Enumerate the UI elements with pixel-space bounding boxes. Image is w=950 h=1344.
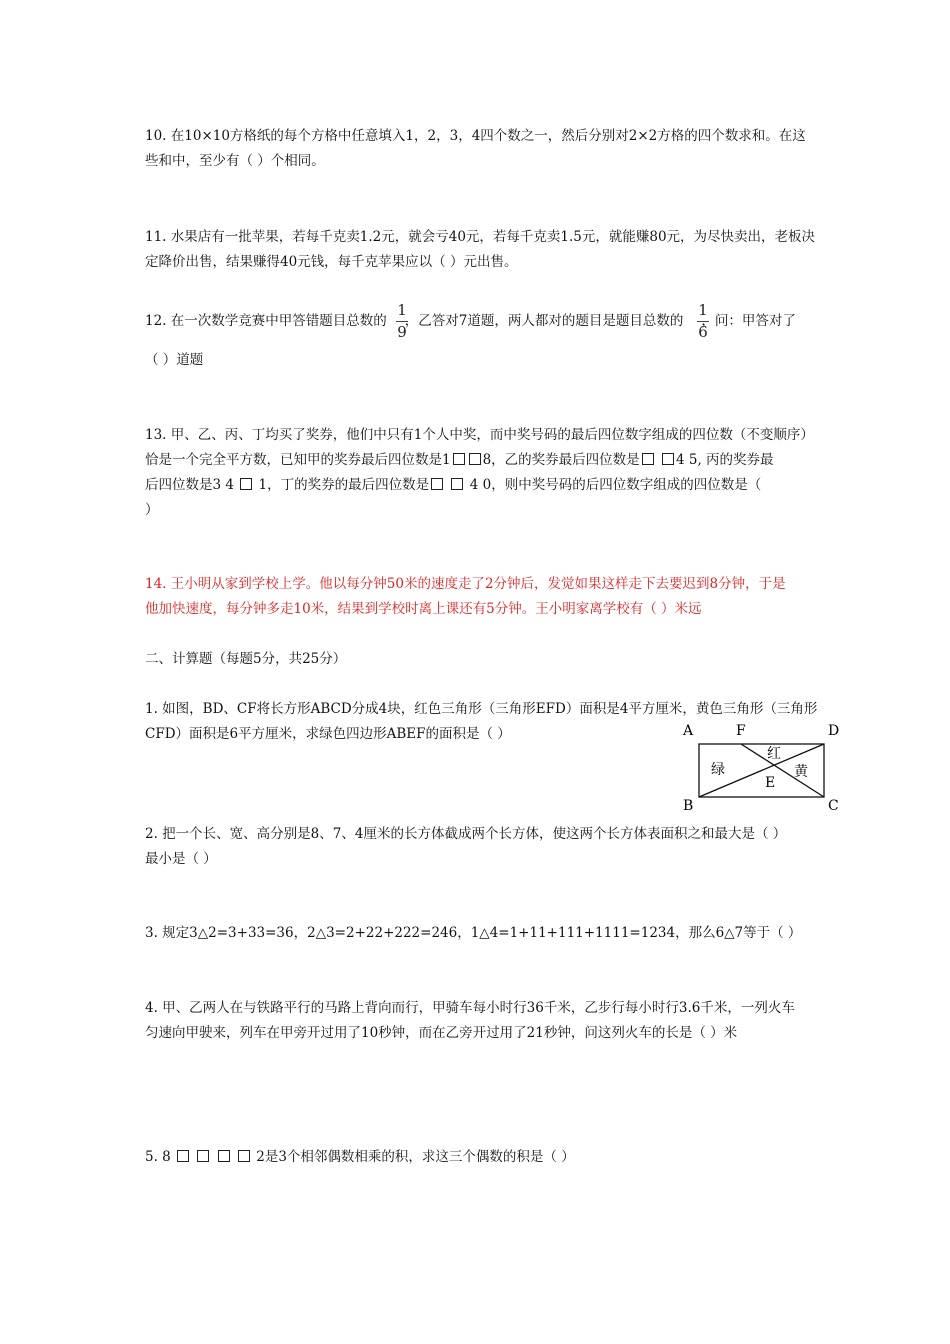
calc-question-1-line-1: 1. 如图，BD、CF将长方形ABCD分成4块，红色三角形（三角形EFD）面积是4平方厘米，黄色三角形（三角形 (145, 701, 818, 717)
question-11-line-2: 定降价出售，结果赚得40元钱，每千克苹果应以（ ）元出售。 (145, 254, 518, 270)
question-13-text: 后四位数是3 4 (145, 477, 239, 493)
fraction-denominator: 6 (698, 323, 708, 341)
calc-question-4-line-1: 4. 甲、乙两人在与铁路平行的马路上背向而行，甲骑车每小时行36千米，乙步行每小时行3.6千米，一列火车 (145, 1000, 795, 1016)
question-10 (145, 124, 810, 174)
question-13-text: 8，乙的奖券最后四位数是 (482, 452, 640, 468)
question-14 (145, 572, 810, 622)
question-13-line-4: ） (145, 502, 159, 518)
blank-box (177, 1150, 189, 1162)
fraction-bar (697, 321, 709, 322)
question-13-line-3 (145, 473, 810, 498)
question-10-line-2: 些和中，至少有（ ）个相同。 (145, 153, 325, 169)
vertex-d-label: D (828, 723, 840, 739)
blank-box (469, 453, 481, 465)
red-region-label: 红 (767, 746, 781, 762)
section-title: 二、计算题（每题5分，共25分） (145, 651, 347, 667)
point-e-label: E (765, 775, 776, 791)
fraction-numerator: 1 (698, 301, 708, 319)
question-12-line-1 (145, 309, 810, 334)
calc-question-4-line-2: 匀速向甲驶来，列车在甲旁开过用了10秒钟，而在乙旁开过用了21秒钟，问这列火车的长是（ ）米 (145, 1025, 738, 1041)
vertex-f-label: F (736, 723, 746, 739)
question-13-line-1: 13. 甲、乙、丙、丁均买了奖券，他们中只有1个人中奖，而中奖号码的最后四位数字组成的四位数（不变顺序） (145, 427, 814, 443)
calc-question-3-line-1: 3. 规定3△2=3+33=36，2△3=2+22+222=246，1△4=1+11+111+1111=1234，那么6△7等于（ ） (145, 925, 802, 941)
fraction-one-sixth (697, 301, 709, 342)
calc-question-4 (145, 996, 810, 1046)
calc-question-3 (145, 921, 810, 946)
calc-question-5 (145, 1145, 810, 1170)
question-11 (145, 225, 816, 275)
blank-box (240, 478, 252, 490)
calc-question-5-text: 5. 8 (145, 1149, 171, 1165)
calc-question-2-line-2: 最小是（ ） (145, 851, 217, 867)
yellow-region-label: 黄 (794, 764, 808, 780)
vertex-a-label: A (683, 723, 694, 739)
question-13-text: 4 5, 丙的奖券最 (675, 452, 774, 468)
blank-box (218, 1150, 230, 1162)
question-14-line-1: 14. 王小明从家到学校上学。他以每分钟50米的速度走了2分钟后，发觉如果这样走下去要迟到8分钟，于是 (145, 576, 786, 592)
fraction-numerator: 1 (397, 301, 407, 319)
question-13-line-2 (145, 448, 810, 473)
calc-question-1-line-2: CFD）面积是6平方厘米，求绿色四边形ABEF的面积是（ ） (145, 726, 511, 742)
question-13-text: 1，丁的奖券的最后四位数是 (254, 477, 430, 493)
question-12-text-b: ，乙答对7道题，两人都对的题目是题目总数的 (404, 313, 684, 329)
calc-question-5-text: 2是3个相邻偶数相乘的积，求这三个偶数的积是（ ） (256, 1149, 575, 1165)
blank-box (642, 453, 654, 465)
question-12-line-2: （ ）道题 (145, 352, 204, 368)
blank-box (197, 1150, 209, 1162)
blank-box (238, 1150, 250, 1162)
calc-question-2 (145, 822, 810, 872)
fraction-bar (396, 321, 408, 322)
question-10-line-1: 10. 在10×10方格纸的每个方格中任意填入1，2，3，4四个数之一，然后分别对2×2方格的四个数求和。在这 (145, 128, 806, 144)
blank-box (662, 453, 674, 465)
question-11-line-1: 11. 水果店有一批苹果，若每千克卖1.2元，就会亏40元，若每千克卖1.5元，就能赚80元，为尽快卖出，老板决 (145, 229, 816, 245)
vertex-b-label: B (683, 798, 694, 814)
blank-box (451, 478, 463, 490)
question-12-text-c: ，问：甲答对了 (701, 313, 796, 329)
question-12-second-line (145, 348, 810, 373)
blank-box (431, 478, 443, 490)
calc-question-5-line-1 (145, 1145, 810, 1170)
vertex-c-label: C (828, 798, 839, 814)
question-14-line-2: 他加快速度，每分钟多走10米，结果到学校时离上课还有5分钟。王小明家离学校有（ ）米远 (145, 601, 702, 617)
question-13-text: 恰是一个完全平方数，已知甲的奖券最后四位数是1 (145, 452, 451, 468)
question-13 (145, 423, 814, 523)
question-12-text-a: 12. 在一次数学竞赛中甲答错题目总数的 (145, 313, 387, 329)
rectangle-diagram (680, 720, 840, 820)
section-2-title (145, 647, 810, 672)
question-13-text: 4 0，则中奖号码的后四位数字组成的四位数是（ (469, 477, 762, 493)
green-region-label: 绿 (711, 762, 725, 778)
fraction-denominator: 9 (397, 323, 407, 341)
fraction-one-ninth (396, 301, 408, 342)
question-12 (145, 309, 810, 334)
calc-question-2-line-1: 2. 把一个长、宽、高分别是8、7、4厘米的长方体截成两个长方体，使这两个长方体表面积之和最大是（ ） (145, 826, 787, 842)
line-cf (741, 744, 824, 797)
blank-box (453, 453, 465, 465)
